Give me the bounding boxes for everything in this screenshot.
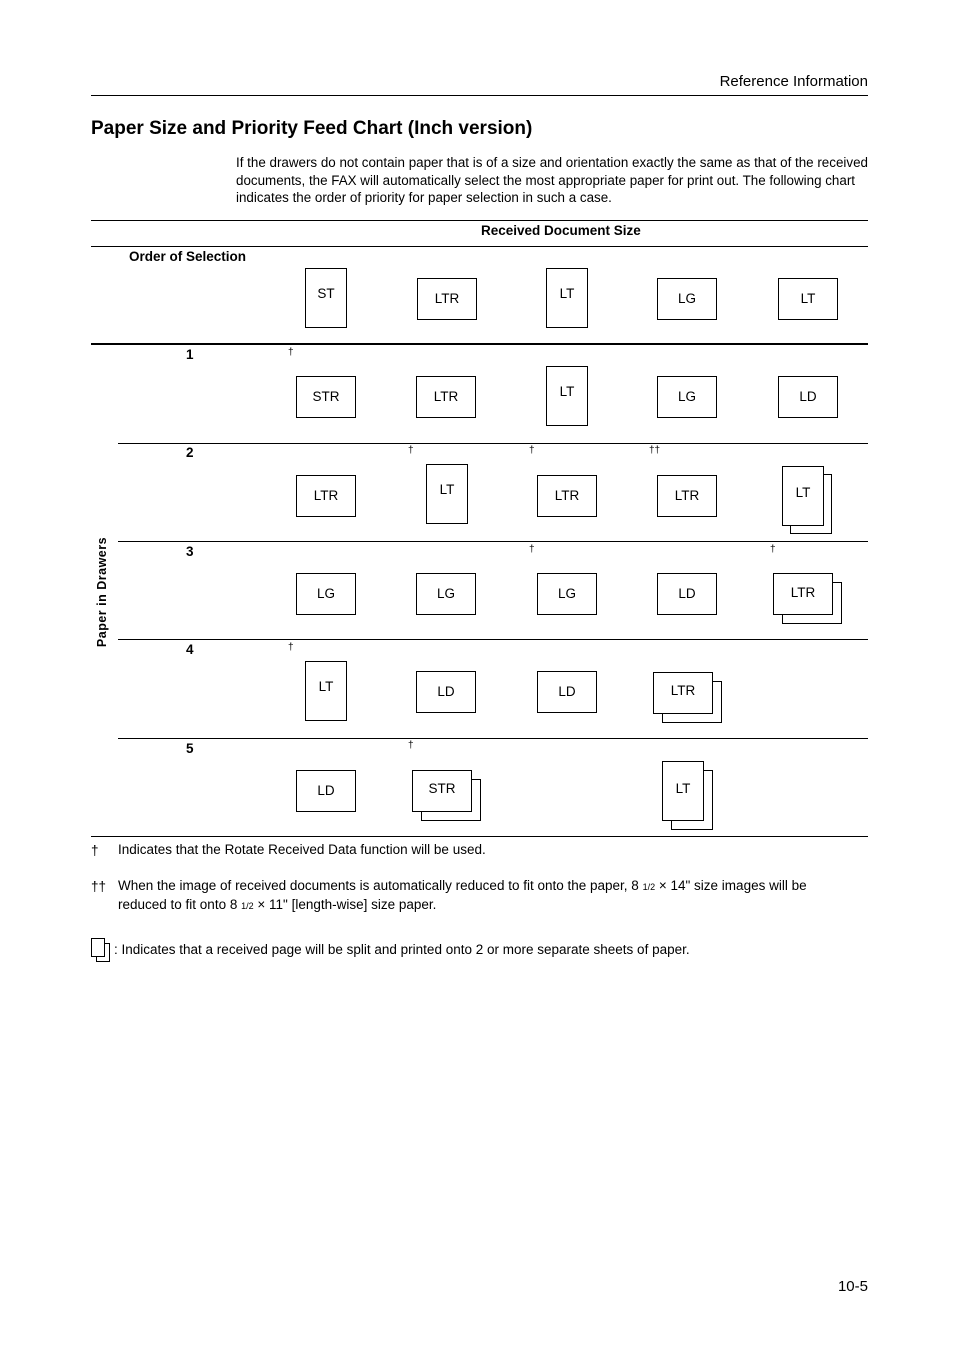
row-number: 5: [186, 741, 194, 756]
reduce-mark: ††: [649, 445, 661, 456]
paper-cell: LTR: [653, 672, 713, 714]
paper-cell: LG: [296, 573, 356, 615]
received-size-3: LT: [546, 268, 588, 328]
paper-cell: LT: [426, 464, 468, 524]
header-rule: [91, 95, 868, 96]
paper-cell: LG: [537, 573, 597, 615]
row-divider-4: [118, 738, 868, 739]
paper-cell: LT: [782, 466, 824, 526]
paper-cell: LTR: [657, 475, 717, 517]
row-number: 4: [186, 642, 194, 657]
rotate-mark: †: [529, 445, 535, 456]
paper-cell: LT: [662, 761, 704, 821]
footnote-text-part: × 14" size images will be: [658, 878, 807, 893]
rotate-mark: †: [408, 740, 414, 751]
dagger-footnote-text: Indicates that the Rotate Received Data function will be used.: [118, 842, 486, 857]
row-divider-2: [118, 541, 868, 542]
double-dagger-footnote-text: [118, 877, 863, 915]
paper-cell: LTR: [537, 475, 597, 517]
paper-cell: LT: [305, 661, 347, 721]
footnote-text-part: × 11" [length-wise] size paper.: [257, 897, 437, 912]
intro-paragraph: If the drawers do not contain paper that is of a size and orientation exactly the same as that of the received documents, the FAX will automatically select the most appropriate paper for print out. The following chart indicates the order of priority for paper selection in such a case.: [236, 155, 868, 205]
row-divider-1: [118, 443, 868, 444]
paper-cell: LT: [546, 366, 588, 426]
split-paper-stack: [653, 672, 722, 723]
row-number: 2: [186, 445, 194, 460]
received-size-4: LG: [657, 278, 717, 320]
split-paper-stack: [412, 770, 481, 821]
double-dagger-footnote-mark: ††: [91, 879, 107, 894]
split-paper-stack: [662, 761, 713, 830]
axis-label: Paper in Drawers: [95, 536, 109, 648]
fraction: 1/2: [241, 901, 254, 911]
paper-cell: LTR: [416, 376, 476, 418]
paper-cell: STR: [412, 770, 472, 812]
rotate-mark: †: [288, 347, 294, 358]
paper-cell: LG: [657, 376, 717, 418]
table-top-rule: [91, 220, 868, 221]
row-number: 1: [186, 347, 194, 362]
received-size-1: ST: [305, 268, 347, 328]
rotate-mark: †: [408, 445, 414, 456]
heading-rule: [91, 246, 868, 247]
paper-cell: LD: [416, 671, 476, 713]
split-paper-legend-text: : Indicates that a received page will be split and printed onto 2 or more separate sheets of paper.: [114, 942, 690, 957]
split-paper-stack: [782, 466, 832, 534]
received-size-5: LT: [778, 278, 838, 320]
paper-cell: LTR: [296, 475, 356, 517]
rotate-mark: †: [770, 544, 776, 555]
paper-cell: LD: [296, 770, 356, 812]
footnote-text-part: When the image of received documents is automatically reduced to fit onto the paper, 8: [118, 878, 639, 893]
split-paper-legend-icon: [91, 938, 111, 962]
table-bottom-rule: [91, 836, 868, 837]
rotate-mark: †: [529, 544, 535, 555]
paper-cell: LD: [537, 671, 597, 713]
received-size-2: LTR: [417, 278, 477, 320]
header-bottom-rule: [91, 343, 868, 345]
footnote-text-part: reduced to fit onto 8: [118, 897, 238, 912]
rotate-mark: †: [288, 642, 294, 653]
row-number: 3: [186, 544, 194, 559]
column-heading: Received Document Size: [481, 223, 641, 238]
paper-cell: LD: [778, 376, 838, 418]
row-heading: Order of Selection: [129, 249, 247, 264]
page-number: 10-5: [837, 1278, 868, 1295]
split-paper-stack: [773, 573, 842, 624]
page-title: Paper Size and Priority Feed Chart (Inch version): [91, 118, 533, 139]
fraction: 1/2: [642, 882, 656, 892]
paper-cell: LD: [657, 573, 717, 615]
dagger-footnote-mark: †: [91, 843, 99, 858]
running-header: Reference Information: [719, 73, 868, 90]
paper-cell: STR: [296, 376, 356, 418]
paper-cell: LTR: [773, 573, 833, 615]
paper-cell: LG: [416, 573, 476, 615]
row-divider-3: [118, 639, 868, 640]
